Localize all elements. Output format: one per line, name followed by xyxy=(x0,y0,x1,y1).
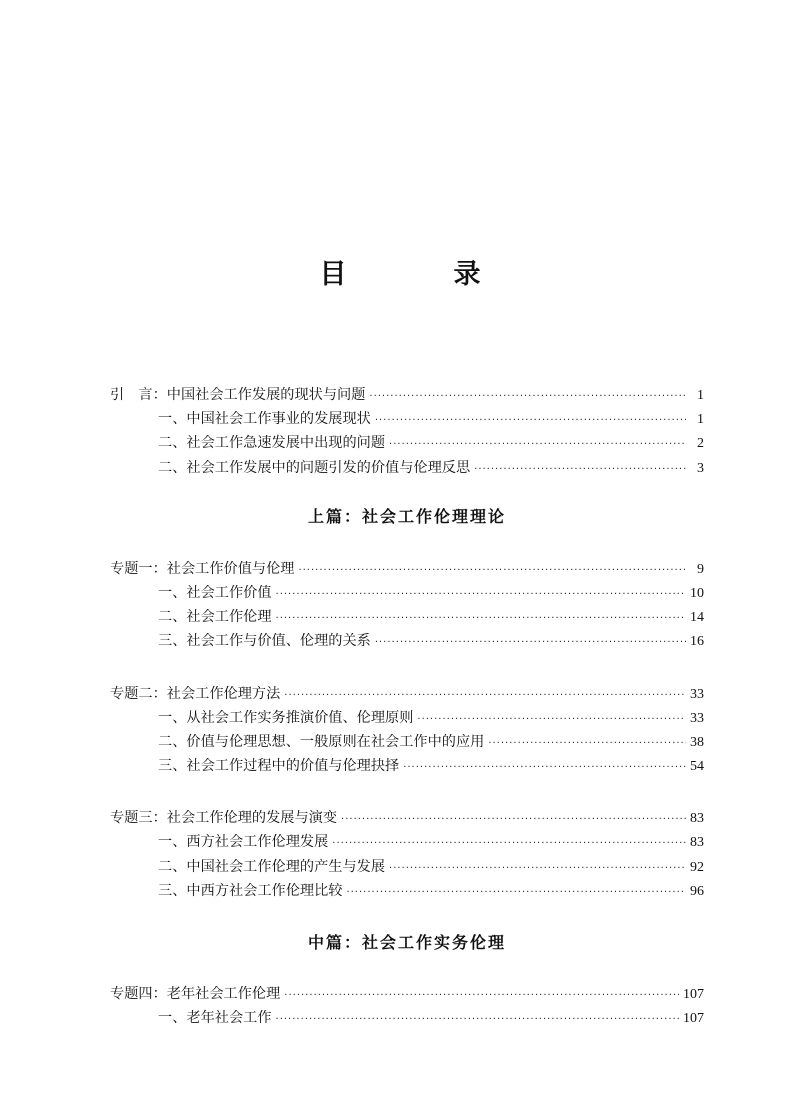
toc-page-number: 38 xyxy=(690,734,704,750)
toc-entry-label: 专题三：社会工作伦理的发展与演变 xyxy=(110,810,338,827)
leader-dots xyxy=(276,613,686,624)
section-spacer xyxy=(110,655,704,683)
toc-entry-label: 专题四：老年社会工作伦理 xyxy=(110,986,281,1002)
toc-entry-topic-4[interactable] xyxy=(110,983,704,1007)
toc-subentry[interactable] xyxy=(110,432,704,456)
toc-page-number: 83 xyxy=(690,835,704,851)
leader-dots xyxy=(389,863,686,874)
section-spacer xyxy=(110,779,704,807)
toc-entry-label: 一、从社会工作实务推演价值、伦理原则 xyxy=(158,709,414,726)
toc-entry-label: 三、社会工作过程中的价值与伦理抉择 xyxy=(158,758,400,775)
leader-dots xyxy=(375,637,686,648)
leader-dots xyxy=(276,589,686,600)
toc-subentry[interactable] xyxy=(110,1007,704,1031)
toc-subentry[interactable] xyxy=(110,408,704,432)
toc-page-number: 54 xyxy=(690,759,704,775)
toc-entry-label: 二、社会工作发展中的问题引发的价值与伦理反思 xyxy=(158,459,471,476)
toc-page-number: 33 xyxy=(690,686,704,702)
leader-dots xyxy=(375,415,686,426)
toc-entry-label: 专题二：社会工作伦理方法 xyxy=(110,685,281,702)
toc-subentry[interactable] xyxy=(110,880,704,904)
toc-entry-label: 二、中国社会工作伦理的产生与发展 xyxy=(158,858,386,875)
leader-dots xyxy=(332,838,686,849)
leader-dots xyxy=(417,714,686,725)
leader-dots xyxy=(298,565,686,576)
toc-subentry[interactable] xyxy=(110,755,704,779)
table-of-contents xyxy=(110,384,704,1031)
toc-entry-topic-2[interactable] xyxy=(110,683,704,707)
toc-page-number: 33 xyxy=(690,710,704,726)
toc-entry-intro[interactable] xyxy=(110,384,704,408)
leader-dots xyxy=(474,464,686,475)
toc-subentry[interactable] xyxy=(110,606,704,630)
toc-page-number: 14 xyxy=(690,610,704,626)
toc-entry-label: 引 言：中国社会工作发展的现状与问题 xyxy=(110,387,366,403)
part-heading-1: 上篇：社会工作伦理理论 xyxy=(307,506,506,526)
toc-subentry[interactable] xyxy=(110,731,704,755)
toc-entry-label: 二、价值与伦理思想、一般原则在社会工作中的应用 xyxy=(158,733,485,750)
toc-page-number: 107 xyxy=(683,1011,704,1027)
toc-entry-label: 三、中西方社会工作伦理比较 xyxy=(158,882,343,899)
toc-page-number: 16 xyxy=(690,634,704,650)
toc-page-number: 107 xyxy=(683,987,704,1002)
leader-dots xyxy=(346,887,686,898)
leader-dots xyxy=(284,990,679,1001)
toc-page-number: 2 xyxy=(697,436,704,452)
toc-entry-label: 一、社会工作价值 xyxy=(158,584,272,601)
leader-dots xyxy=(389,439,686,450)
leader-dots xyxy=(284,690,686,701)
part-heading-2: 中篇：社会工作实务伦理 xyxy=(307,933,506,952)
toc-entry-label: 专题一：社会工作价值与伦理 xyxy=(110,560,295,577)
leader-dots xyxy=(369,391,686,402)
toc-subentry[interactable] xyxy=(110,707,704,731)
toc-page-number: 9 xyxy=(697,561,704,577)
toc-page-number: 3 xyxy=(697,460,704,476)
toc-subentry[interactable] xyxy=(110,856,704,880)
leader-dots xyxy=(488,738,686,749)
toc-entry-topic-3[interactable] xyxy=(110,807,704,831)
toc-page-number: 96 xyxy=(690,883,704,899)
toc-entry-label: 二、社会工作急速发展中出现的问题 xyxy=(158,435,386,452)
leader-dots xyxy=(276,1014,679,1025)
toc-subentry[interactable] xyxy=(110,630,704,654)
toc-entry-label: 一、西方社会工作伦理发展 xyxy=(158,834,329,851)
leader-dots xyxy=(403,762,686,773)
leader-dots xyxy=(341,814,686,825)
toc-page-number: 1 xyxy=(697,388,704,403)
toc-entry-label: 二、社会工作伦理 xyxy=(158,609,272,626)
toc-entry-label: 三、社会工作与价值、伦理的关系 xyxy=(158,633,371,650)
toc-subentry[interactable] xyxy=(110,457,704,481)
toc-entry-topic-1[interactable] xyxy=(110,558,704,582)
toc-page-number: 1 xyxy=(697,412,704,428)
toc-page-number: 83 xyxy=(690,811,704,827)
toc-page-number: 92 xyxy=(690,859,704,875)
toc-entry-label: 一、老年社会工作 xyxy=(158,1010,272,1027)
toc-subentry[interactable] xyxy=(110,582,704,606)
toc-subentry[interactable] xyxy=(110,831,704,855)
toc-page-number: 10 xyxy=(690,585,704,601)
page-title: 目 录 xyxy=(319,259,521,290)
toc-entry-label: 一、中国社会工作事业的发展现状 xyxy=(158,411,371,428)
